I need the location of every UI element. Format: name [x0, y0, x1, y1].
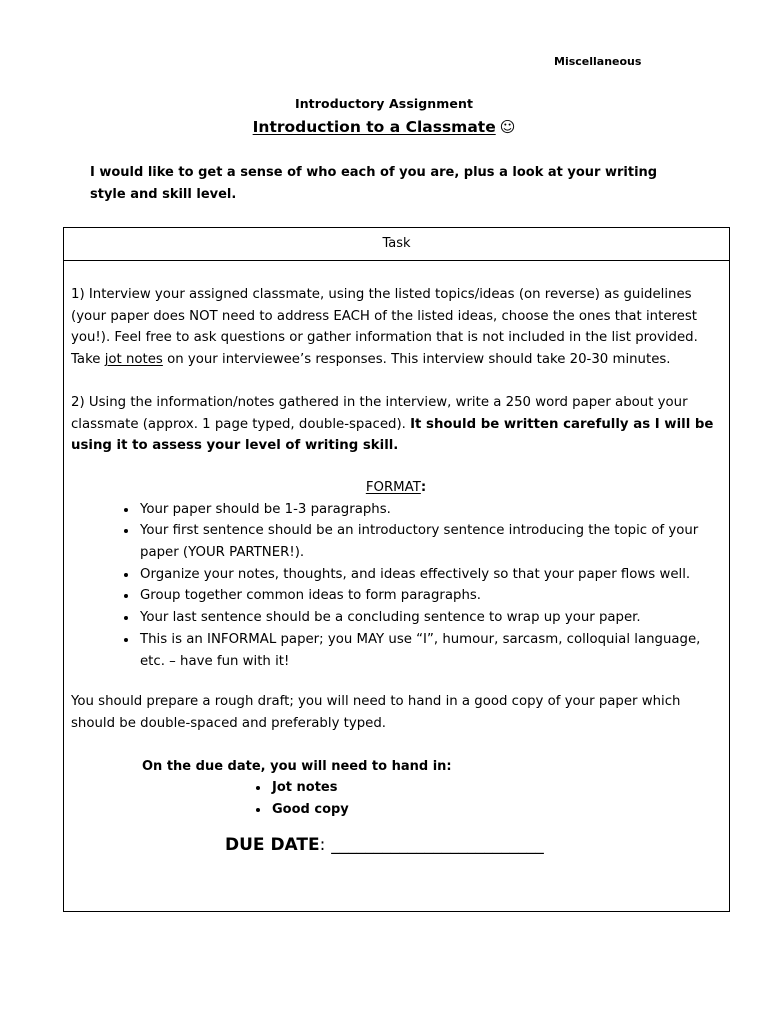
due-date-label: DUE DATE: [225, 834, 320, 855]
assignment-subtitle: Introductory Assignment: [294, 96, 474, 111]
format-item: • Group together common ideas to form paragraphs.: [138, 585, 721, 607]
hand-in-intro: On the due date, you will need to hand in:: [142, 758, 452, 774]
hand-in-item: • Jot notes: [270, 777, 721, 799]
format-item: • Your last sentence should be a concluding sentence to wrap up your paper.: [138, 607, 721, 629]
format-colon: :: [420, 479, 427, 495]
format-label: FORMAT: [365, 479, 421, 495]
step-1-paragraph: [71, 284, 721, 371]
task-content: [64, 284, 729, 856]
format-item: • This is an INFORMAL paper; you MAY use “I”, humour, sarcasm, colloquial language, etc. – have fun with it!: [138, 629, 721, 672]
due-date-blank: _________________________: [331, 834, 544, 855]
smiley-icon: ☺: [499, 118, 516, 136]
step-2-text: 2) Using the information/notes gathered in the interview, write a 250 word paper about your classmate (approx. 1 page typed, double-spaced).: [71, 394, 688, 432]
task-header: Task: [64, 228, 729, 261]
assignment-title: [0, 118, 768, 136]
format-item: • Your paper should be 1-3 paragraphs.: [138, 499, 721, 521]
rough-draft-paragraph: You should prepare a rough draft; you will need to hand in a good copy of your paper which should be double-spaced and preferably typed.: [71, 694, 681, 731]
due-date-line: [225, 835, 721, 857]
hand-in-item: • Good copy: [270, 799, 721, 821]
format-item: • Your first sentence should be an introductory sentence introducing the topic of your paper (YOUR PARTNER!).: [138, 520, 721, 563]
category-label: Miscellaneous: [554, 55, 642, 68]
title-text: Introduction to a Classmate: [252, 118, 496, 136]
task-box: [63, 227, 730, 912]
due-date-colon: :: [319, 834, 326, 855]
format-heading: [71, 477, 721, 499]
step-1-text-b: on your interviewee’s responses. This interview should take 20-30 minutes.: [162, 352, 671, 368]
format-list: [71, 499, 721, 673]
step-2-paragraph: [71, 392, 721, 457]
step-1-text-a: 1) Interview your assigned classmate, using the listed topics/ideas (on reverse) as guidelines (your paper does NOT need to address EACH of the listed ideas, choose the ones that interest you!). Feel free to ask questions or gather information that is not included in the list provided. Take: [71, 287, 698, 368]
format-item: • Organize your notes, thoughts, and ideas effectively so that your paper flows well.: [138, 564, 721, 586]
jot-notes-term: jot notes: [104, 352, 163, 368]
intro-paragraph: I would like to get a sense of who each of you are, plus a look at your writing style and skill level.: [90, 165, 658, 202]
step-2-emphasis: It should be written carefully as I will be using it to assess your level of writing skill.: [71, 416, 714, 454]
hand-in-list: [71, 777, 721, 820]
